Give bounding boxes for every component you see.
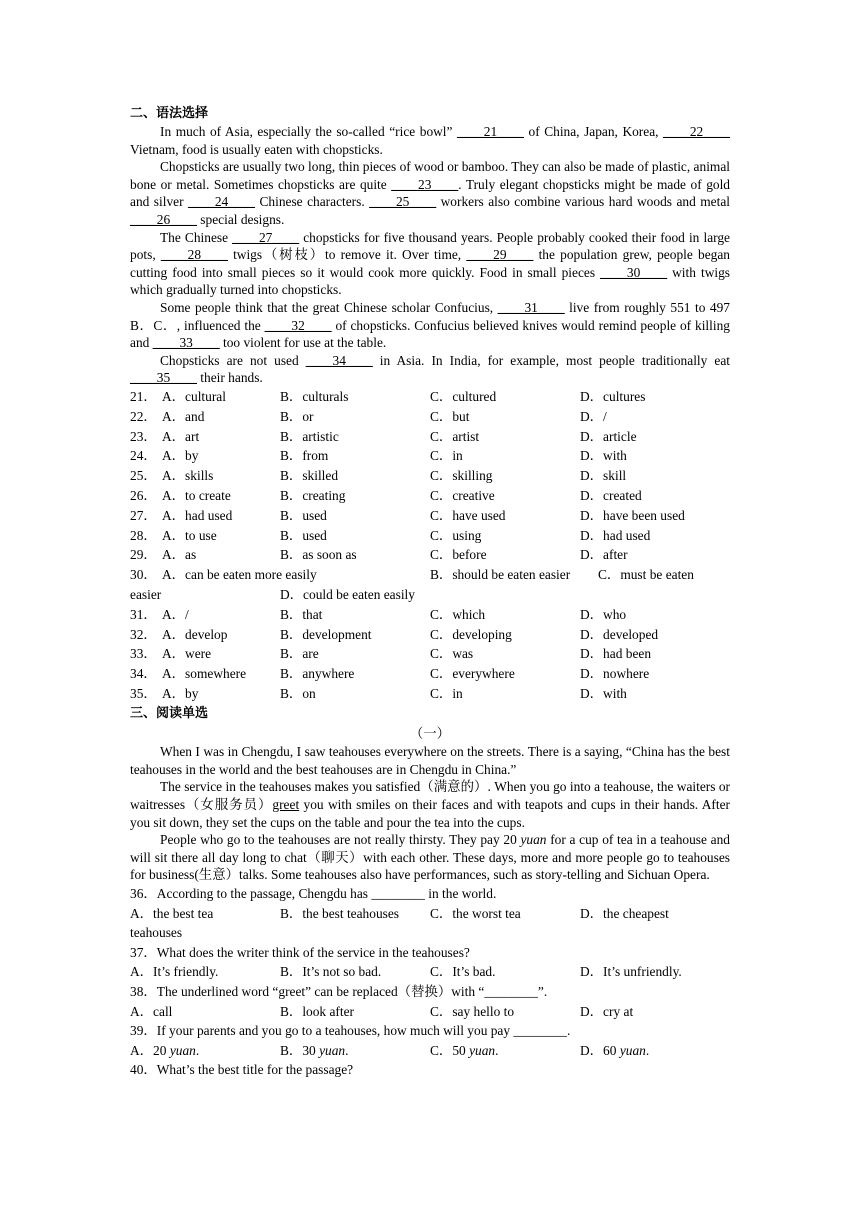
option-a: A．by	[162, 448, 199, 464]
text: live from roughly 551 to 497 B．C．, influenced the	[130, 299, 730, 333]
blank-24: ____24____	[188, 194, 255, 210]
option-c: C．cultured	[430, 389, 497, 404]
blank-35: ____35____	[130, 370, 197, 386]
option-d: D．nowhere	[580, 666, 650, 682]
text: twigs（树枝）to remove it. Over time,	[227, 247, 467, 263]
question-number: 22．	[130, 408, 157, 424]
question-36	[130, 884, 730, 943]
option-d: D．/	[580, 408, 607, 424]
option-a: A．the best tea	[130, 905, 214, 921]
option-a: A．cultural	[162, 389, 226, 404]
option-a: A．call	[130, 1003, 173, 1019]
passage-paragraph-1	[130, 123, 730, 158]
question-40-stem: 40．What’s the best title for the passage?	[130, 1062, 354, 1078]
text: People who go to the teahouses are not really thirsty. They pay 20	[160, 832, 521, 848]
text: Chinese characters.	[255, 194, 370, 210]
option-d: D．It’s unfriendly.	[580, 964, 682, 980]
question-row	[130, 1041, 730, 1061]
option-b: B．should be eaten easier	[430, 567, 571, 583]
text: too violent for use at the table.	[219, 335, 387, 351]
blank-33: ____33____	[152, 335, 220, 351]
text: Some people think that the great Chinese scholar Confucius,	[160, 299, 498, 315]
option-d: D．article	[580, 428, 637, 444]
text: Chopsticks are not used	[160, 352, 306, 368]
question-row	[130, 466, 730, 486]
question-row	[130, 407, 730, 427]
option-c: C．the worst tea	[430, 905, 521, 921]
question-row	[130, 684, 730, 704]
passage-paragraph-5	[130, 352, 730, 387]
italic-text: yuan	[520, 832, 547, 848]
text: .	[345, 1042, 349, 1058]
option-d	[580, 1042, 649, 1060]
option-d: D．the cheapest	[580, 905, 669, 921]
question-row	[130, 1002, 730, 1022]
italic-text: yuan	[169, 1042, 196, 1058]
option-d: D．developed	[580, 626, 659, 642]
question-number: 24．	[130, 448, 157, 464]
option-c: C．have used	[430, 507, 506, 523]
option-c: C．creative	[430, 487, 495, 503]
question-number: 32．	[130, 626, 157, 642]
text: you with smiles on their faces and with teapots and cups in their hands. After you sit down, they set the cups on the table and pour the tea into the cups.	[130, 797, 730, 830]
text: workers also combine various hard woods and metal	[436, 194, 731, 210]
option-b: B．or	[280, 408, 314, 424]
option-a: A．had used	[162, 507, 233, 523]
option-a: A．were	[162, 646, 212, 662]
question-number: 29．	[130, 547, 157, 563]
blank-29: ____29____	[466, 247, 534, 263]
blank-28: ____28____	[160, 247, 228, 263]
question-number: 35．	[130, 685, 157, 701]
question-row	[130, 624, 730, 644]
text: special designs.	[196, 211, 285, 227]
option-d: D．with	[580, 685, 627, 701]
text: with twigs which gradually turned into chopsticks.	[130, 264, 730, 298]
options-21-29	[130, 387, 730, 565]
question-number: 21．	[130, 389, 157, 404]
question-row	[130, 962, 730, 982]
option-b: B．that	[280, 606, 323, 622]
option-c	[430, 1042, 580, 1060]
text: .	[645, 1042, 650, 1058]
question-number: 25．	[130, 468, 157, 484]
text: in Asia. In India, for example, most people traditionally eat	[372, 352, 730, 368]
option-c: C．using	[430, 527, 482, 543]
option-c: C．artist	[430, 428, 480, 444]
question-number: 26．	[130, 487, 157, 503]
question-number: 23．	[130, 428, 157, 444]
question-number: 27．	[130, 507, 157, 523]
italic-text: yuan	[319, 1042, 346, 1058]
option-c: C．which	[430, 606, 486, 622]
option-a: A．as	[162, 547, 197, 563]
question-row	[130, 605, 730, 625]
underlined-word: greet	[272, 797, 300, 813]
question-row	[130, 644, 730, 664]
option-b: B．It’s not so bad.	[280, 964, 382, 980]
text: A．20	[130, 1042, 170, 1058]
option-d: D．after	[580, 547, 628, 563]
question-37	[130, 943, 730, 982]
option-b: B．the best teahouses	[280, 905, 400, 921]
blank-23: ____23____	[391, 176, 459, 192]
text: of China, Japan, Korea,	[523, 124, 664, 139]
passage-paragraph-3	[130, 229, 730, 299]
question-row	[130, 545, 730, 565]
question-number: 30．	[130, 567, 157, 583]
option-c: C．everywhere	[430, 666, 515, 682]
option-b: B．are	[280, 646, 319, 662]
text: for a cup of tea in a teahouse and will sit there all day long to chat（聊天）with each other. These days, more and more people go to teahouses for business(生意）talks. Some teahouses also have performances, such as story-telling and Sichuan Opera.	[130, 832, 730, 883]
blank-26: ____26____	[130, 211, 197, 227]
blank-27: ____27____	[232, 229, 300, 245]
blank-21: ____21____	[457, 124, 524, 139]
text: Vietnam, food is usually eaten with chopsticks.	[130, 141, 383, 157]
text: of chopsticks. Confucius believed knives would remind people of killing and	[130, 317, 730, 351]
question-row	[130, 664, 730, 684]
option-a: A．and	[162, 408, 205, 424]
text: D．60	[580, 1042, 620, 1058]
question-number: 33．	[130, 646, 157, 662]
blank-34: ____34____	[305, 352, 373, 368]
text: chopsticks for five thousand years. People probably cooked their food in large pots,	[130, 229, 730, 263]
option-b: B．skilled	[280, 468, 339, 484]
option-a: A．develop	[162, 626, 228, 642]
question-row	[130, 446, 730, 466]
question-row	[130, 904, 730, 924]
option-a: A．can be eaten more easily	[162, 567, 317, 583]
option-c: C．in	[430, 448, 463, 464]
text: Chopsticks are usually two long, thin pieces of wood or bamboo. They can also be made of plastic, animal bone or metal. Sometimes chopsticks are quite	[130, 159, 730, 192]
option-a	[130, 1042, 280, 1060]
question-stem: 39．If your parents and you go to a teahouses, how much will you pay ________.	[130, 1023, 571, 1039]
question-39	[130, 1021, 730, 1060]
option-b: B．development	[280, 626, 372, 642]
option-b: B．artistic	[280, 428, 339, 444]
question-stem: 38．The underlined word “greet” can be replaced（替换）with “________”.	[130, 983, 548, 999]
option-d: D．have been used	[580, 507, 685, 523]
option-d: D．with	[580, 448, 627, 464]
blank-31: ____31____	[497, 299, 565, 315]
question-row	[130, 486, 730, 506]
text: The Chinese	[160, 229, 233, 245]
question-row	[130, 387, 730, 407]
option-c: C．say hello to	[430, 1003, 515, 1019]
question-38	[130, 982, 730, 1021]
question-row	[130, 427, 730, 447]
option-d: D．had used	[580, 527, 651, 543]
option-c: C．developing	[430, 626, 512, 642]
blank-25: ____25____	[369, 194, 437, 210]
section-heading-grammar: 二、语法选择	[130, 106, 209, 121]
option-a: A．art	[162, 428, 200, 444]
option-c: C．It’s bad.	[430, 964, 496, 980]
reading-paragraph-1: When I was in Chengdu, I saw teahouses everywhere on the streets. There is a saying, “China has the best teahouses in the world and the best teahouses are in Chengdu in China.”	[130, 744, 730, 777]
question-row	[130, 565, 730, 585]
question-row	[130, 923, 730, 943]
option-cont: teahouses	[130, 925, 183, 941]
question-number: 28．	[130, 527, 157, 543]
question-stem: 37．What does the writer think of the service in the teahouses?	[130, 944, 470, 960]
option-b: B．from	[280, 448, 329, 464]
option-c: C．must be eaten	[598, 567, 694, 583]
option-a: A．to use	[162, 527, 217, 543]
option-b: B．look after	[280, 1003, 355, 1019]
option-c: C．but	[430, 408, 470, 424]
blank-32: ____32____	[264, 317, 332, 333]
text: .	[195, 1042, 200, 1058]
option-b: B．culturals	[280, 389, 349, 404]
italic-text: yuan	[619, 1042, 646, 1058]
option-a: A．somewhere	[162, 666, 247, 682]
option-a: A．/	[162, 606, 189, 622]
question-row	[130, 525, 730, 545]
option-d: D．created	[580, 487, 642, 503]
option-a: A．to create	[162, 487, 231, 503]
text: .	[495, 1042, 499, 1058]
section-heading-reading: 三、阅读单选	[130, 705, 209, 721]
option-b	[280, 1042, 430, 1060]
blank-30: ____30____	[600, 264, 668, 280]
option-d: D．could be eaten easily	[280, 586, 415, 602]
option-a: A．It’s friendly.	[130, 964, 219, 980]
question-row	[130, 506, 730, 526]
options-31-35	[130, 605, 730, 704]
text: their hands.	[196, 370, 263, 386]
option-d: D．cry at	[580, 1003, 634, 1019]
option-d: D．skill	[580, 468, 627, 484]
blank-22: ____22____	[663, 124, 730, 139]
text: B．30	[280, 1042, 320, 1058]
reading-paragraph-3	[130, 831, 730, 884]
option-b: B．on	[280, 685, 316, 701]
text: the population grew, people began cutting food into small pieces so it would cook more quickly. Food in small pieces	[130, 247, 730, 280]
question-number: 34．	[130, 666, 157, 682]
content	[130, 104, 730, 1080]
question-stem: 36．According to the passage, Chengdu has ________ in the world.	[130, 886, 497, 901]
text: In much of Asia, especially the so-called “rice bowl”	[160, 124, 458, 139]
option-b: B．as soon as	[280, 547, 357, 563]
option-c: C．skilling	[430, 468, 493, 484]
option-c: C．before	[430, 547, 487, 563]
option-b: B．creating	[280, 487, 346, 503]
option-b: B．used	[280, 527, 327, 543]
italic-text: yuan	[469, 1042, 496, 1058]
question-number: 31．	[130, 606, 157, 622]
option-b: B．used	[280, 507, 327, 523]
option-a: A．skills	[162, 468, 214, 484]
text: . Truly elegant chopsticks might be made of gold and silver	[130, 176, 731, 210]
option-a: A．by	[162, 685, 199, 701]
option-b: B．anywhere	[280, 666, 355, 682]
option-c: C．in	[430, 685, 463, 701]
option-c-cont: easier	[130, 586, 162, 602]
option-d: D．cultures	[580, 389, 646, 404]
passage-paragraph-2	[130, 158, 730, 228]
question-row	[130, 585, 730, 605]
passage-number: （一）	[409, 725, 451, 741]
option-d: D．who	[580, 606, 627, 622]
option-c: C．was	[430, 646, 474, 662]
passage-paragraph-4	[130, 299, 730, 352]
text: The service in the teahouses makes you satisfied（满意的）. When you go into a teahouse, the waiters or waitresses（女服务员）	[130, 779, 730, 813]
text: C．50	[430, 1042, 470, 1058]
option-d: D．had been	[580, 646, 652, 662]
question-30	[130, 565, 730, 605]
reading-paragraph-2	[130, 778, 730, 831]
